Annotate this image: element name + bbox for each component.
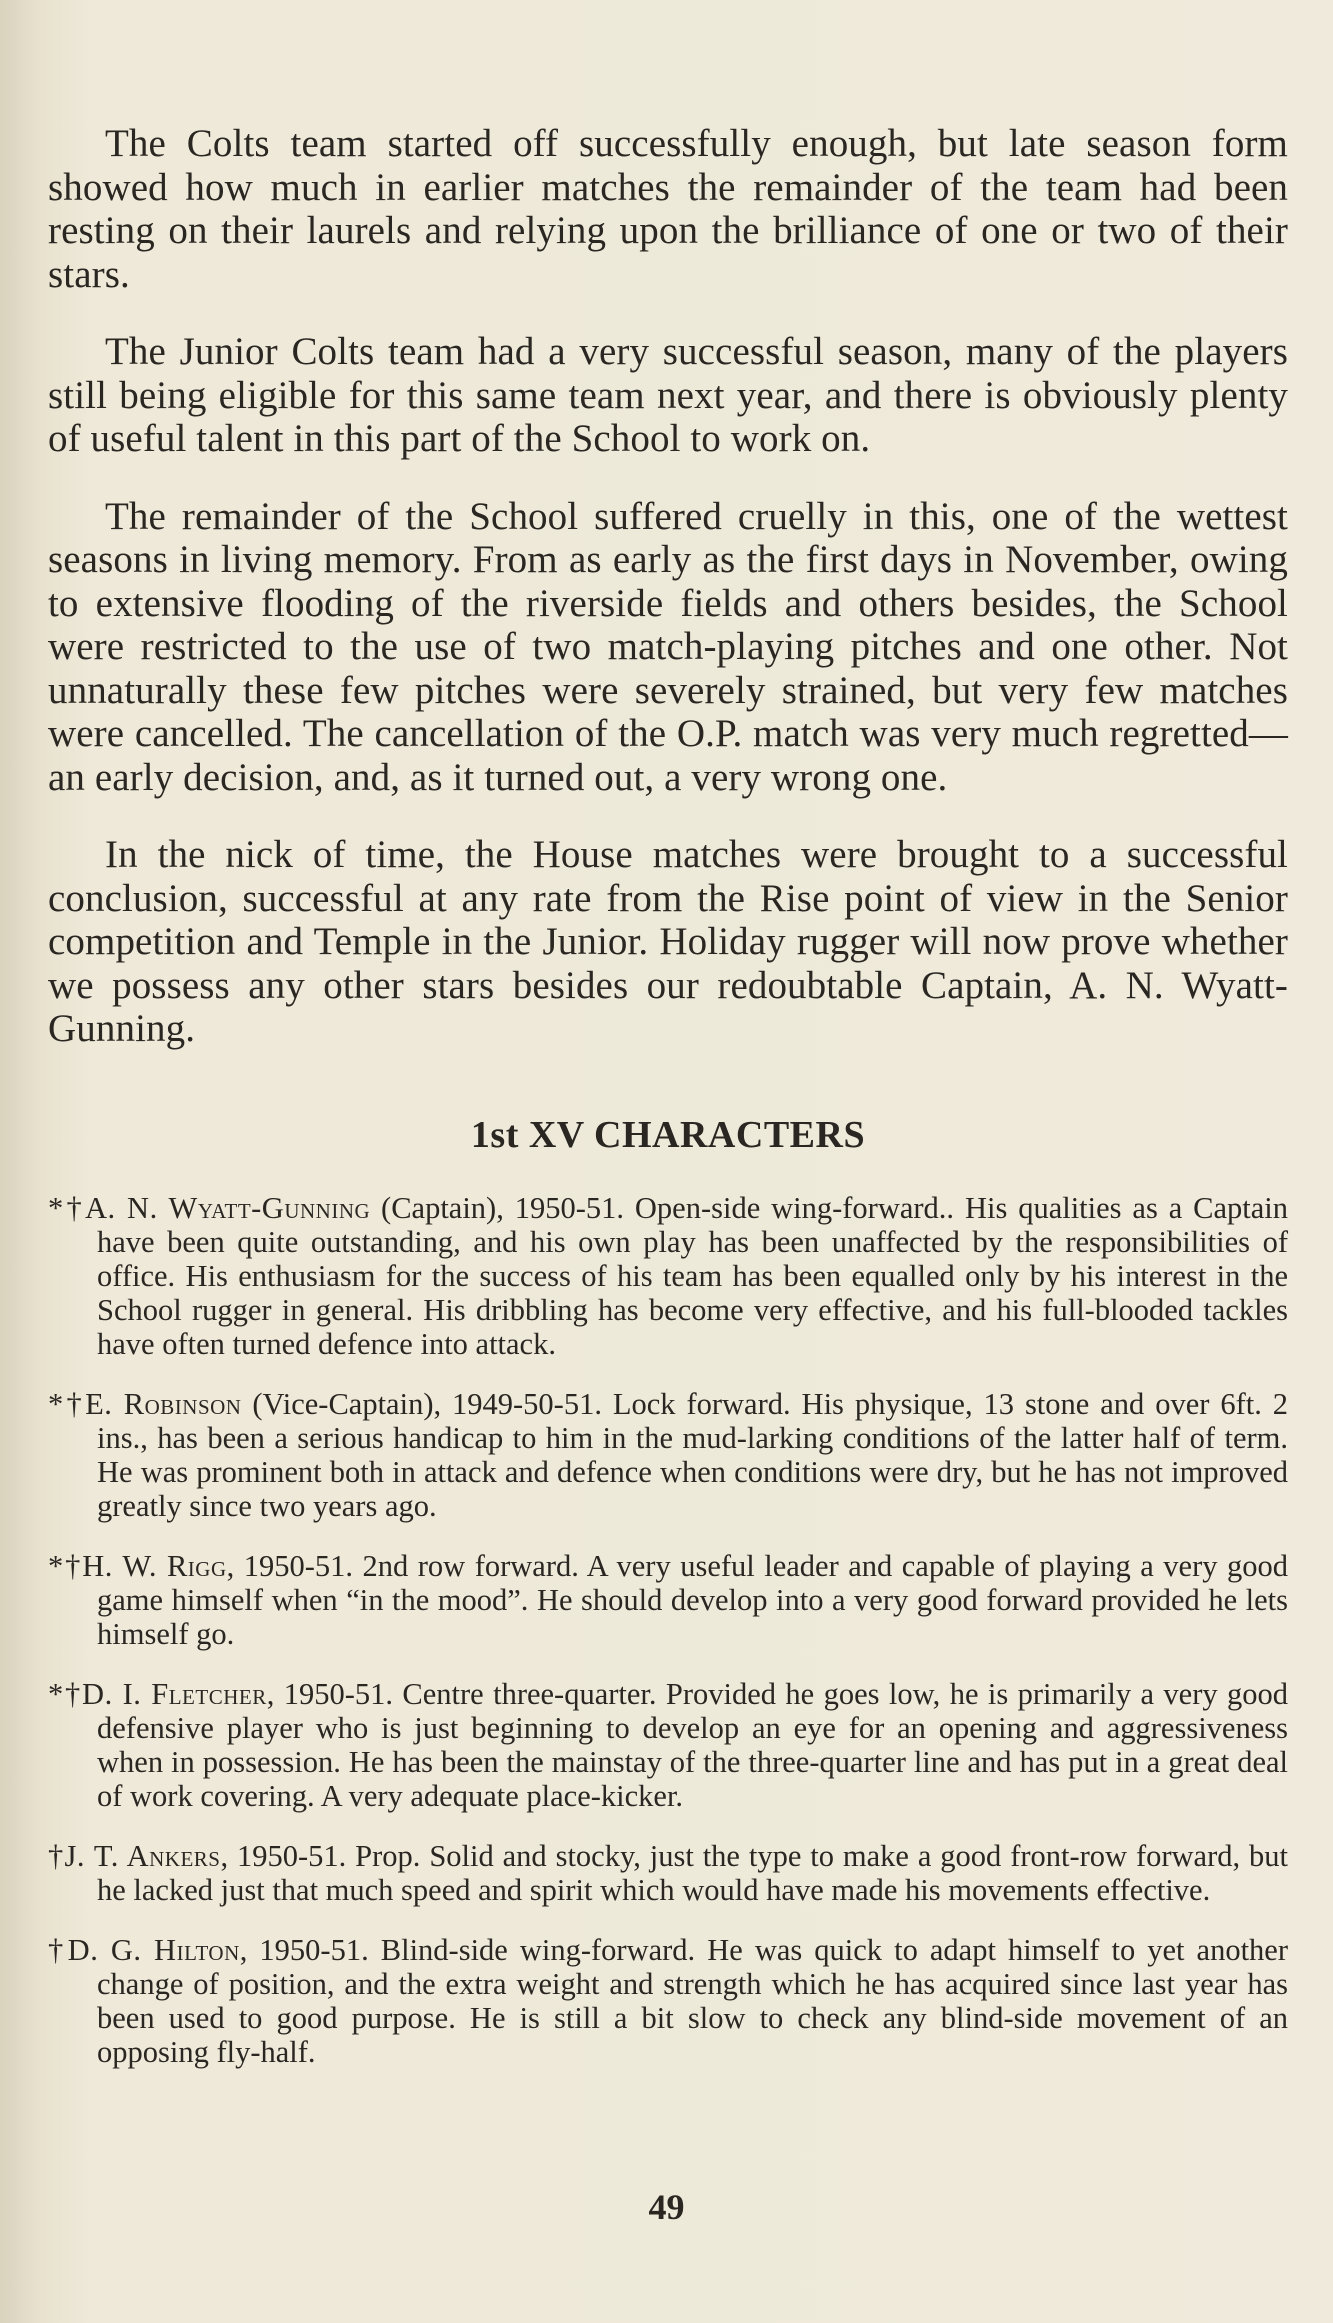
paragraph-remainder: The remainder of the School suffered cruelly in this, one of the wettest seasons in living memory. From as early as the first days in November, owing to extensive flooding of the riverside fields and others besides, the School were restricted to the use of two match-playing pitches and one other. Not unnaturally these few pitches were severely strained, but very few matches were cancelled. The cancellation of the O.P. match was very much regretted—an early decision, and, as it turned out, a very wrong one.: [48, 494, 1288, 799]
page-content: [48, 122, 1288, 2095]
player-name: H. W. Rigg: [82, 1548, 227, 1583]
characters-list: [48, 1191, 1288, 2069]
entry-prefix: *†: [48, 1676, 83, 1711]
character-entry: [48, 1549, 1288, 1651]
entry-prefix: †: [48, 1932, 68, 1967]
entry-text: (Vice-Captain), 1949-50-51. Lock forward. His physique, 13 stone and over 6ft. 2 ins., has been a serious handicap to him in the mud-larking conditions of the latter half of term. He was prominent both in attack and defence when conditions were dry, but he has not improved greatly since two years ago.: [97, 1386, 1288, 1523]
paragraph-colts: The Colts team started off successfully enough, but late season form showed how much in earlier matches the remainder of the team had been resting on their laurels and relying upon the brilliance of one or two of their stars.: [48, 122, 1288, 296]
entry-text: , 1950-51. Prop. Solid and stocky, just the type to make a good front-row forward, but he lacked just that much speed and spirit which would have made his movements effective.: [97, 1838, 1289, 1907]
entry-text: , 1950-51. Centre three-quarter. Provided he goes low, he is primarily a very good defensive player who is just beginning to develop an eye for an opening and aggressiveness when in possession. He has been the mainstay of the three-quarter line and has put in a great deal of work covering. A very adequate place-kicker.: [97, 1676, 1289, 1813]
section-title: 1st XV CHARACTERS: [470, 1113, 866, 1156]
character-entry: [48, 1387, 1288, 1523]
entry-text: , 1950-51. Blind-side wing-forward. He was quick to adapt himself to yet another change of position, and the extra weight and strength which he has acquired since last year has been used to good purpose. He is still a bit slow to check any blind-side movement of an opposing fly-half.: [97, 1932, 1288, 2069]
entry-text: (Captain), 1950-51. Open-side wing-forward.. His qualities as a Captain have been quite outstanding, and his own play has been unaffected by the responsibilities of office. His enthusiasm for the success of his team has been equalled only by his interest in the School rugger in general. His dribbling has become very effective, and his full-blooded tackles have often turned defence into attack.: [97, 1190, 1288, 1361]
player-name: D. I. Fletcher: [82, 1676, 267, 1711]
paragraph-house-matches: In the nick of time, the House matches were brought to a successful conclusion, successful at any rate from the Rise point of view in the Senior competition and Temple in the Junior. Holiday rugger will now prove whether we possess any other stars besides our redoubtable Captain, A. N. Wyatt-Gunning.: [48, 833, 1288, 1050]
player-name: J. T. Ankers: [64, 1838, 221, 1873]
character-entry: [48, 1839, 1288, 1907]
player-name: E. Robinson: [85, 1386, 242, 1421]
character-entry: [48, 1933, 1288, 2069]
player-name: A. N. Wyatt-Gunning: [85, 1190, 371, 1225]
entry-prefix: *†: [48, 1190, 86, 1225]
character-entry: [48, 1191, 1288, 1361]
player-name: D. G. Hilton: [67, 1932, 240, 1967]
character-entry: [48, 1677, 1288, 1813]
paragraph-junior-colts: The Junior Colts team had a very successful season, many of the players still being eligible for this same team next year, and there is obviously plenty of useful talent in this part of the School to work on.: [48, 330, 1288, 460]
entry-prefix: *†: [48, 1386, 86, 1421]
entry-text: , 1950-51. 2nd row forward. A very useful leader and capable of playing a very good game himself when “in the mood”. He should develop into a very good forward provided he lets himself go.: [97, 1548, 1288, 1651]
page-number: 49: [648, 2187, 685, 2227]
entry-prefix: †: [48, 1838, 65, 1873]
entry-prefix: *†: [48, 1548, 83, 1583]
